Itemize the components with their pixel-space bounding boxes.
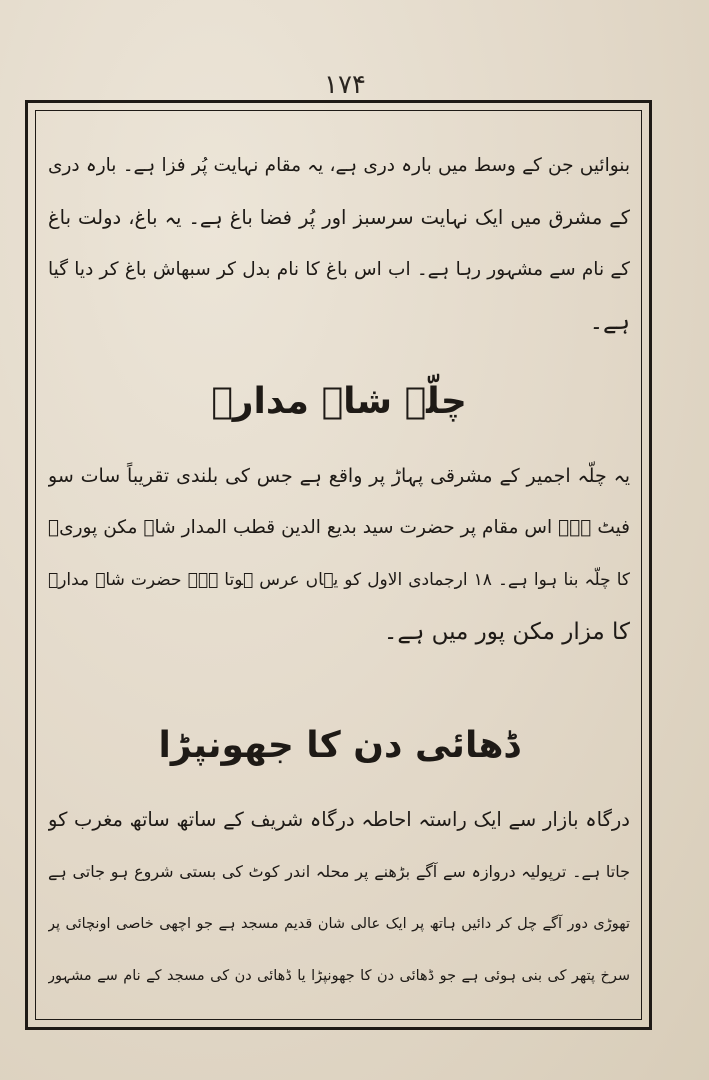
text-line: جاتا ہے۔ ترپولیہ دروازہ سے آگے بڑھنے پر محلہ اندر کوٹ کی بستی شروع ہو جاتی ہے — [48, 862, 630, 881]
text-line: فیٹ ہے۔ اس مقام پر حضرت سید بدیع الدین قطب المدار شاہ مکن پوریؒ — [48, 517, 630, 538]
text-line: کا چلّہ بنا ہوا ہے۔ ۱۸ ارجمادی الاول کو یہاں عرس ہوتا ہے۔ حضرت شاہ مدارؒ — [48, 570, 630, 590]
heading-dhai-din-ka-jhonpra: ڈھائی دن کا جھونپڑا — [158, 725, 520, 766]
paragraph-chilla — [48, 450, 630, 658]
page-content — [48, 140, 630, 1010]
text-line: ہے۔ — [589, 309, 630, 335]
text-line: کے مشرق میں ایک نہایت سرسبز اور پُر فضا باغ ہے۔ یہ باغ، دولت باغ — [48, 206, 630, 229]
text-line: تھوڑی دور آگے چل کر دائیں ہاتھ پر ایک عالی شان قدیم مسجد ہے جو اچھی خاصی اونچائی پر — [48, 916, 630, 932]
page-number: ۱۷۴ — [324, 70, 366, 100]
text-line: یہ چلّہ اجمیر کے مشرقی پہاڑ پر واقع ہے جس کی بلندی تقریباً سات سو — [48, 465, 630, 487]
text-line: سرخ پتھر کی بنی ہوئی ہے جو ڈھائی دن کا جھونپڑا یا ڈھائی دن کی مسجد کے نام سے مشہور — [48, 968, 630, 984]
text-line: بنوائیں جن کے وسط میں بارہ دری ہے، یہ مقام نہایت پُر فزا ہے۔ بارہ دری — [48, 155, 630, 176]
text-line: کے نام سے مشہور رہا ہے۔ اب اس باغ کا نام بدل کر سبھاش باغ کر دیا گیا — [48, 259, 630, 280]
text-line: کا مزار مکن پور میں ہے۔ — [383, 619, 630, 645]
paragraph-garden — [48, 140, 630, 348]
heading-chilla-shah-madar: چلّہ شاہ مدارؒ — [211, 381, 467, 422]
paragraph-jhonpra — [48, 794, 630, 1002]
text-line: درگاہ بازار سے ایک راستہ احاطہ درگاہ شریف کے ساتھ ساتھ مغرب کو — [48, 808, 630, 831]
